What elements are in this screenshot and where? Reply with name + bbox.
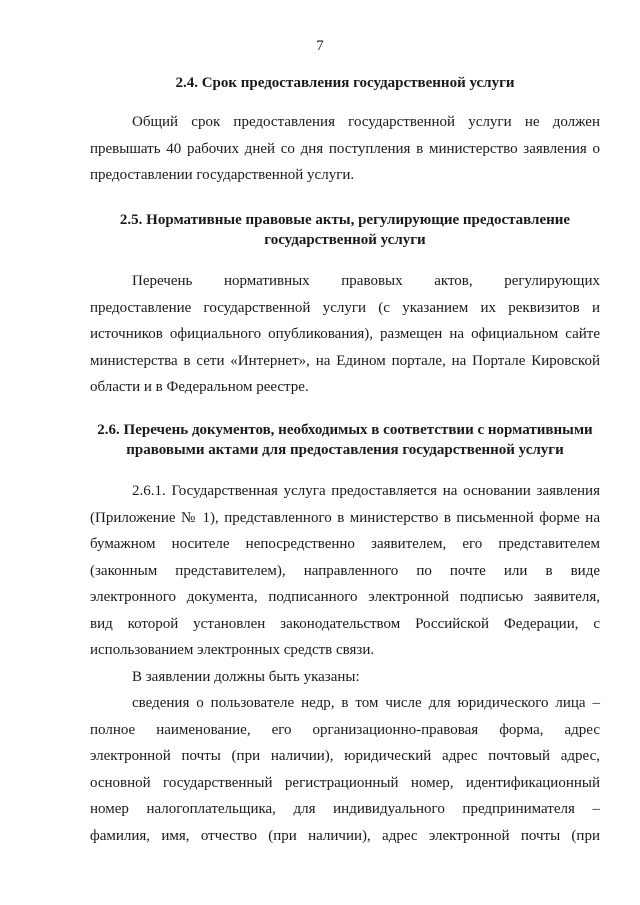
section-2-5-heading xyxy=(90,210,600,250)
text-line: основной государственный регистрационный номер, идентификационный xyxy=(90,774,600,791)
text-line: предоставлении государственной услуги. xyxy=(90,167,355,183)
text-line: (Приложение № 1), представленного в министерство в письменной форме на xyxy=(90,509,600,526)
text-line: (законным представителем), направленного по почте или в виде xyxy=(90,562,600,579)
text-line: Общий срок предоставления государственной услуги не должен xyxy=(132,114,600,130)
section-2-6-heading xyxy=(90,420,600,460)
text-line: вид которой установлен законодательством Российской Федерации, с xyxy=(90,615,600,632)
text-line: Перечень нормативных правовых актов, регулирующих xyxy=(132,273,600,289)
text-line: сведения о пользователе недр, в том числе для юридического лица – xyxy=(132,695,600,711)
text-line: полное наименование, его организационно-правовая форма, адрес xyxy=(90,721,600,738)
heading-line: правовыми актами для предоставления государственной услуги xyxy=(126,442,564,458)
text-line: номер налогоплательщика, для индивидуального предпринимателя – xyxy=(90,801,600,817)
heading-line: 2.5. Нормативные правовые акты, регулирующие предоставление xyxy=(119,212,571,228)
heading-line: 2.6. Перечень документов, необходимых в соответствии с нормативными xyxy=(97,422,593,438)
text-line: области и в Федеральном реестре. xyxy=(90,379,309,395)
text-line: 2.6.1. Государственная услуга предоставляется на основании заявления xyxy=(132,483,600,499)
heading-line: государственной услуги xyxy=(264,232,426,248)
text-line: превышать 40 рабочих дней со дня поступления в министерство заявления о xyxy=(90,140,600,157)
text-line: министерства в сети «Интернет», на Едином портале, на Портале Кировской xyxy=(90,352,600,369)
text-line: использованием электронных средств связи. xyxy=(90,642,375,658)
section-2-4-paragraph xyxy=(90,109,600,189)
text-line: В заявлении должны быть указаны: xyxy=(132,669,360,685)
text-line: электронного документа, подписанного электронной подписью заявителя, xyxy=(90,589,600,605)
section-2-4-heading: 2.4. Срок предоставления государственной услуги xyxy=(175,75,515,91)
section-2-6-paragraph-3 xyxy=(90,690,600,849)
text-line: электронной почты (при наличии), юридический адрес почтовый адрес, xyxy=(90,748,600,764)
section-2-6-paragraph-1 xyxy=(90,478,600,664)
text-line: предоставление государственной услуги (с указанием их реквизитов и xyxy=(90,299,600,316)
section-2-6-paragraph-2 xyxy=(90,664,600,691)
section-2-5-paragraph xyxy=(90,268,600,401)
text-line: бумажном носителе непосредственно заявителем, его представителем xyxy=(90,536,600,552)
text-line: фамилия, имя, отчество (при наличии), адрес электронной почты (при xyxy=(90,827,600,844)
page-number: 7 xyxy=(316,38,324,54)
text-line: источников официального опубликования), размещен на официальном сайте xyxy=(90,326,600,342)
